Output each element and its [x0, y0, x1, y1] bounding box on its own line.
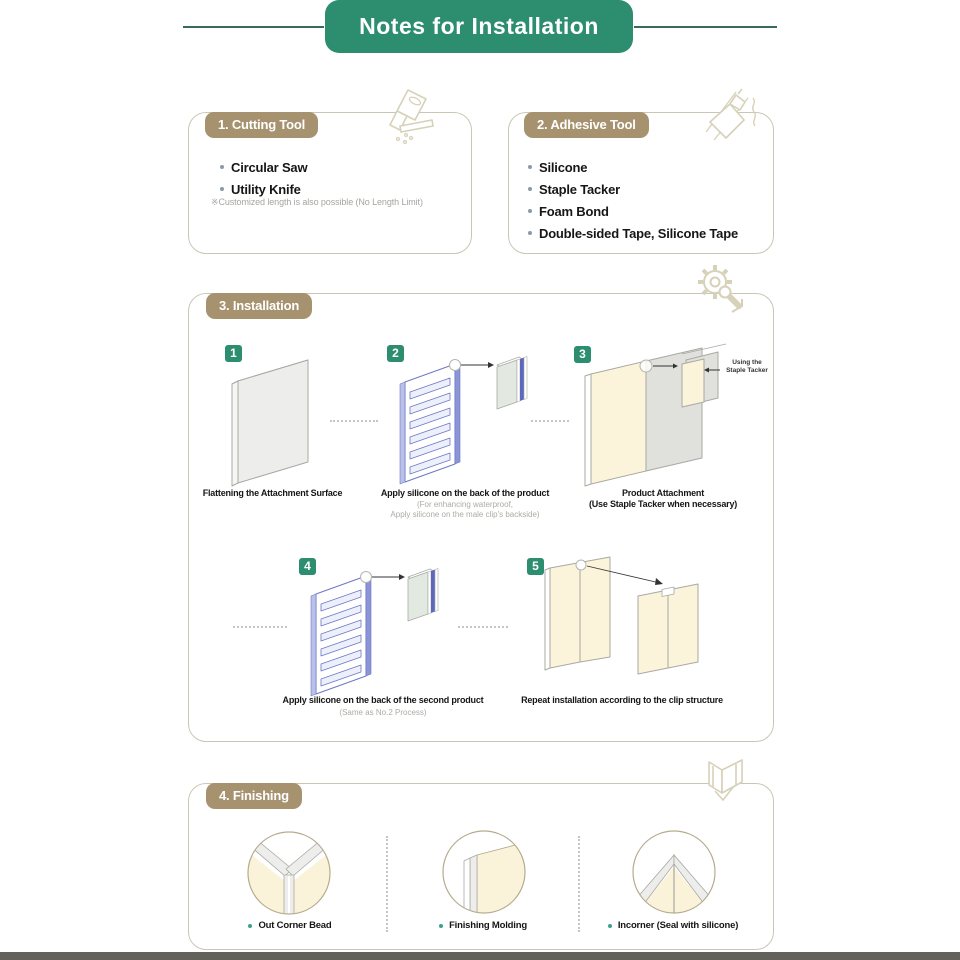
bullet-dot-icon: [220, 165, 224, 169]
corner-molding-icon: [700, 755, 756, 811]
step-number-badge: 2: [387, 345, 404, 362]
bullet-dot-icon: [528, 209, 532, 213]
header-line-right: [634, 26, 777, 28]
section-finishing-label: 4. Finishing: [206, 783, 302, 809]
dotted-connector: [531, 420, 569, 422]
step-number-badge: 5: [527, 558, 544, 575]
step-number-badge: 4: [299, 558, 316, 575]
bullet-dot-icon: [528, 165, 532, 169]
finishing-item-label: Out Corner Bead: [258, 920, 332, 931]
subcaption-line: (For enhancing waterproof,: [416, 500, 514, 509]
step1-panel-diagram: [218, 352, 328, 490]
list-item: [528, 224, 738, 242]
section-installation-label: 3. Installation: [206, 293, 312, 319]
step1-caption: Flattening the Attachment Surface: [202, 488, 343, 498]
step3-caption: [568, 488, 758, 510]
silicone-gun-icon: [700, 86, 764, 152]
subcaption-line: Apply silicone on the male clip's backside): [390, 510, 540, 519]
caption-line: Product Attachment: [621, 488, 705, 498]
bullet-dot-icon: [528, 187, 532, 191]
header-line-left: [183, 26, 324, 28]
staple-tacker-annotation: [722, 359, 772, 375]
adhesive-item-label: Staple Tacker: [539, 181, 620, 197]
section-adhesive-label: 2. Adhesive Tool: [524, 112, 649, 138]
list-item: [220, 158, 307, 176]
finishing-item-label: Finishing Molding: [449, 920, 527, 931]
finishing-caption: [583, 920, 763, 931]
gear-wrench-icon: [690, 260, 752, 322]
out-corner-bead-diagram: [246, 830, 332, 916]
step-number-badge: 3: [574, 346, 591, 363]
bullet-dot-icon: [220, 187, 224, 191]
list-item: [528, 202, 738, 220]
bullet-dot-icon: [608, 924, 612, 928]
step2-subcaption: [360, 500, 570, 520]
dotted-connector: [233, 626, 287, 628]
incorner-diagram: [631, 829, 717, 915]
cutting-note: ※Customized length is also possible (No Length Limit): [211, 197, 423, 207]
step4-caption: Apply silicone on the back of the second product: [282, 695, 484, 705]
step2-silicone-diagram: [385, 352, 535, 490]
list-item: [528, 158, 738, 176]
list-item: [220, 180, 307, 198]
step-number-badge: 1: [225, 345, 242, 362]
page-title-banner: [325, 0, 633, 53]
bullet-dot-icon: [439, 924, 443, 928]
annotation-line: Staple Tacker: [726, 367, 768, 374]
adhesive-item-label: Silicone: [539, 159, 588, 175]
finishing-item-label: Incorner (Seal with silicone): [617, 920, 739, 931]
caption-line: (Use Staple Tacker when necessary): [588, 499, 738, 509]
utility-knife-icon: [380, 86, 438, 150]
cutting-tool-list: [220, 158, 307, 198]
dotted-divider: [578, 836, 580, 932]
step2-caption: Apply silicone on the back of the product: [380, 488, 550, 498]
cutting-item-label: Utility Knife: [231, 181, 301, 197]
page-title: Notes for Installation: [359, 13, 599, 39]
step3-attachment-diagram: [578, 340, 728, 488]
step4-subcaption: (Same as No.2 Process): [339, 708, 427, 717]
finishing-caption: [408, 920, 558, 931]
bottom-bar: [0, 952, 960, 960]
step4-silicone-diagram: [296, 564, 446, 702]
bullet-dot-icon: [528, 231, 532, 235]
step5-caption: Repeat installation according to the clip structure: [521, 695, 723, 705]
list-item: [528, 180, 738, 198]
finishing-caption: [215, 920, 365, 931]
adhesive-tool-list: [528, 158, 738, 242]
adhesive-item-label: Foam Bond: [539, 203, 609, 219]
adhesive-item-label: Double-sided Tape, Silicone Tape: [539, 225, 738, 241]
section-cutting-label: 1. Cutting Tool: [205, 112, 318, 138]
bullet-dot-icon: [248, 924, 252, 928]
annotation-line: Using the: [732, 359, 762, 366]
cutting-item-label: Circular Saw: [231, 159, 308, 175]
step5-repeat-diagram: [533, 556, 768, 691]
dotted-divider: [386, 836, 388, 932]
finishing-molding-diagram: [441, 829, 527, 915]
dotted-connector: [458, 626, 508, 628]
dotted-connector: [330, 420, 378, 422]
